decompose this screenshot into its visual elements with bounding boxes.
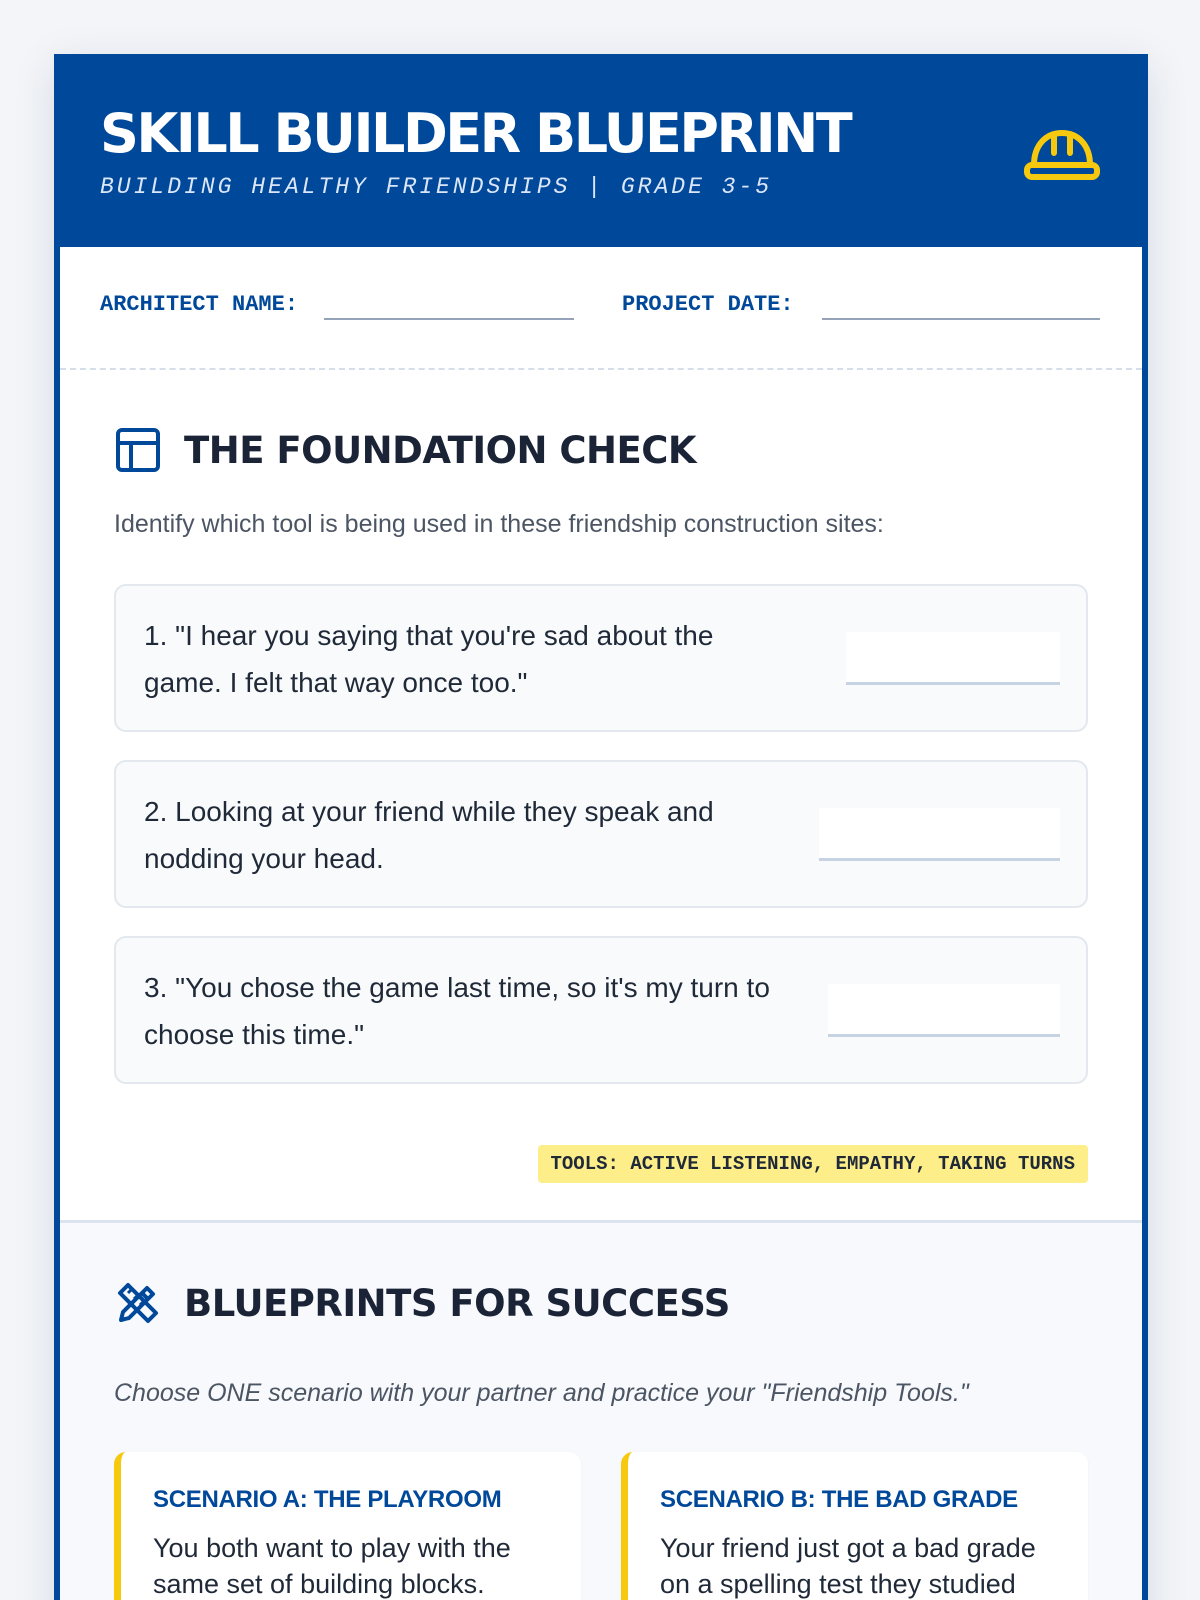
question-card-1 bbox=[114, 584, 1088, 732]
project-info-row bbox=[60, 247, 1142, 370]
question-text-2: 2. Looking at your friend while they speak and nodding your head. bbox=[144, 796, 714, 874]
answer-field-2[interactable] bbox=[819, 808, 1060, 861]
scenario-text-b: Your friend just got a bad grade on a spelling test they studied bbox=[660, 1533, 1036, 1599]
scenario-title-a: SCENARIO A: THE PLAYROOM bbox=[153, 1486, 502, 1513]
question-card-2 bbox=[114, 760, 1088, 908]
blueprints-title: BLUEPRINTS FOR SUCCESS bbox=[184, 1281, 730, 1325]
project-date-label: PROJECT DATE: bbox=[622, 292, 794, 317]
layout-icon bbox=[114, 426, 162, 474]
foundation-section bbox=[60, 370, 1142, 1200]
tools-tag: TOOLS: ACTIVE LISTENING, EMPATHY, TAKING TURNS bbox=[538, 1145, 1089, 1183]
question-text-1: 1. "I hear you saying that you're sad about the game. I felt that way once too." bbox=[144, 620, 714, 698]
foundation-title: THE FOUNDATION CHECK bbox=[184, 428, 697, 472]
architect-name-field[interactable] bbox=[324, 318, 574, 320]
question-text-3: 3. "You chose the game last time, so it's my turn to choose this time." bbox=[144, 972, 770, 1050]
scenario-card-a[interactable] bbox=[114, 1452, 581, 1600]
header-banner bbox=[54, 54, 1148, 247]
page-subtitle: BUILDING HEALTHY FRIENDSHIPS | GRADE 3-5 bbox=[100, 174, 773, 200]
scenario-card-b[interactable] bbox=[621, 1452, 1088, 1600]
blueprints-heading bbox=[114, 1279, 1088, 1327]
scenario-title-b: SCENARIO B: THE BAD GRADE bbox=[660, 1486, 1018, 1513]
scenario-list bbox=[114, 1452, 1088, 1600]
hard-hat-icon bbox=[1024, 123, 1100, 183]
answer-field-3[interactable] bbox=[828, 984, 1060, 1037]
question-card-3 bbox=[114, 936, 1088, 1084]
project-date-field[interactable] bbox=[822, 318, 1100, 320]
foundation-instructions: Identify which tool is being used in these friendship construction sites: bbox=[114, 510, 884, 538]
worksheet bbox=[54, 54, 1148, 1600]
pencil-ruler-icon bbox=[114, 1279, 162, 1327]
scenario-text-a: You both want to play with the same set of building blocks. bbox=[153, 1533, 511, 1599]
foundation-heading bbox=[114, 426, 1088, 474]
page-title: SKILL BUILDER BLUEPRINT bbox=[100, 102, 851, 165]
blueprints-instructions: Choose ONE scenario with your partner and practice your "Friendship Tools." bbox=[114, 1379, 969, 1407]
answer-field-1[interactable] bbox=[846, 632, 1060, 685]
blueprints-section bbox=[60, 1220, 1142, 1600]
architect-name-label: ARCHITECT NAME: bbox=[100, 292, 299, 317]
